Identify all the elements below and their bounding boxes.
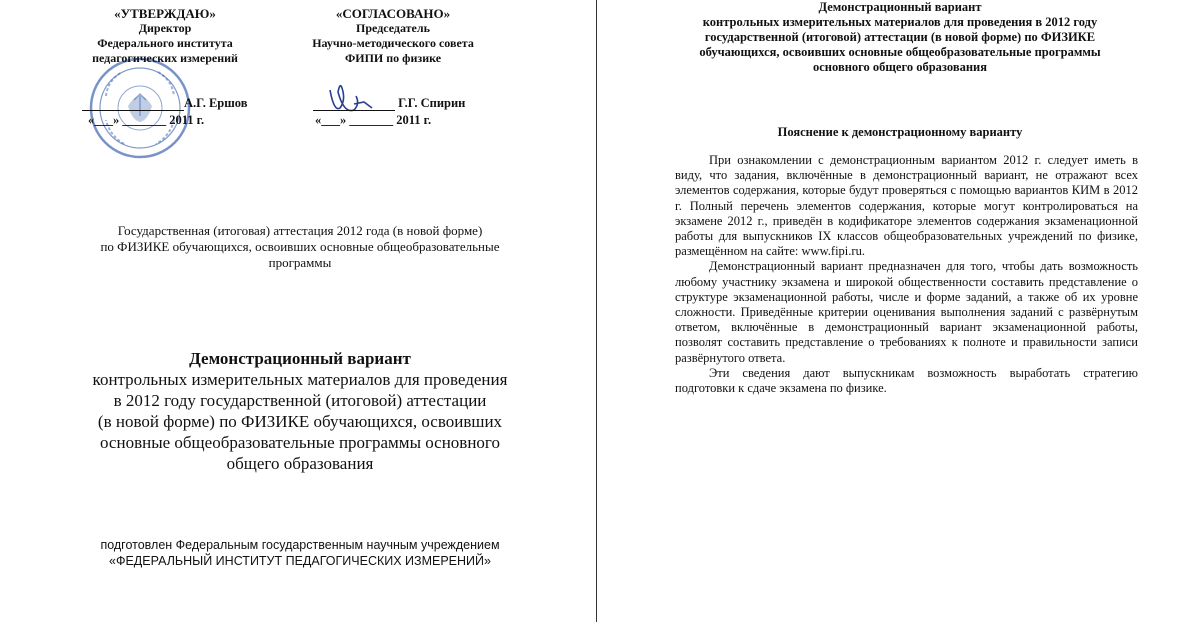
prepared-line: подготовлен Федеральным государственным научным учреждением: [100, 538, 500, 552]
agreed-org-line1: Научно-методического совета: [312, 36, 474, 50]
state-attestation-line: по ФИЗИКЕ обучающихся, освоивших основные общеобразовательные: [100, 239, 500, 254]
right-heading-line: государственной (итоговой) аттестации (в новой форме) по ФИЗИКЕ: [704, 30, 1096, 44]
approve-org-line1: Федерального института: [97, 36, 233, 50]
approve-signer-line: [82, 95, 247, 111]
demo-line: контрольных измерительных материалов для проведения: [92, 370, 508, 389]
approve-org-line2: педагогических измерений: [92, 51, 238, 65]
approve-date-quotes: «___» _______: [88, 113, 167, 127]
agreed-date-quotes: «___» _______: [315, 113, 394, 127]
state-attestation-line: Государственная (итоговая) аттестация 2012 года (в новой форме): [117, 223, 483, 238]
demo-title: Демонстрационный вариант: [189, 349, 411, 368]
approve-heading: «УТВЕРЖДАЮ»: [114, 6, 216, 21]
paragraph: При ознакомлении с демонстрационным вариантом 2012 г. следует иметь в виду, что задания, включённые в демонстрационный вариант, не отражают всех элементов содержания, которые будут проверяться с помощью вариантов КИМ в 2012 г. Полный перечень элементов содержания, которые могут контролироваться на экзамене 2012 г., приведён в кодификаторе элементов содержания экзаменационной работы для выпускников IX классов общеобразовательных учреждений по физике, размещённом на сайте: www.fipi.ru.: [675, 153, 1138, 259]
agreed-signer: Г.Г. Спирин: [398, 96, 466, 110]
page-divider: [596, 0, 597, 622]
state-attestation-text: [40, 223, 560, 271]
state-attestation-line: программы: [268, 255, 332, 270]
approve-year: 2011 г.: [169, 113, 205, 127]
agreed-signer-line: [313, 95, 465, 111]
demo-title-block: [40, 348, 560, 474]
right-heading-line: Демонстрационный вариант: [818, 0, 982, 14]
approve-role: Директор: [138, 21, 192, 35]
paragraph: Эти сведения дают выпускникам возможность выработать стратегию подготовки к сдаче экзамена по физике.: [675, 365, 1138, 396]
agreed-year: 2011 г.: [396, 113, 432, 127]
right-heading: [640, 0, 1160, 75]
approve-date-line: [88, 112, 204, 128]
demo-line: в 2012 году государственной (итоговой) аттестации: [113, 391, 487, 410]
prepared-line: «ФЕДЕРАЛЬНЫЙ ИНСТИТУТ ПЕДАГОГИЧЕСКИХ ИЗМЕРЕНИЙ»: [109, 554, 491, 568]
agreed-block: [283, 6, 503, 66]
agreed-org-line2: ФИПИ по физике: [344, 51, 442, 65]
right-heading-line: контрольных измерительных материалов для проведения в 2012 году: [702, 15, 1098, 29]
right-heading-line: обучающихся, освоивших основные общеобразовательные программы: [699, 45, 1101, 59]
demo-line: общего образования: [226, 454, 374, 473]
prepared-by: [40, 537, 560, 569]
paragraph: Демонстрационный вариант предназначен для того, чтобы дать возможность любому участнику экзамена и широкой общественности составить представление о структуре экзаменационной работы, числе и форме заданий, а также об их уровне сложности. Приведённые критерии оценивания выполнения заданий с развёрнутым ответом, включённые в демонстрационный вариант экзаменационной работы, позволят составить представление о требованиях к полноте и правильности записи развёрнутого ответа.: [675, 259, 1138, 365]
explanation-body: [675, 153, 1138, 396]
approve-block: [55, 6, 275, 66]
demo-line: основные общеобразовательные программы основного: [100, 433, 500, 452]
agreed-date-line: [315, 112, 431, 128]
demo-line: (в новой форме) по ФИЗИКЕ обучающихся, освоивших: [97, 412, 503, 431]
explanation-title: Пояснение к демонстрационному варианту: [777, 125, 1023, 139]
approve-signer: А.Г. Ершов: [184, 96, 248, 110]
agreed-heading: «СОГЛАСОВАНО»: [335, 6, 451, 21]
right-heading-line: основного общего образования: [813, 60, 987, 74]
agreed-role: Председатель: [356, 21, 430, 35]
